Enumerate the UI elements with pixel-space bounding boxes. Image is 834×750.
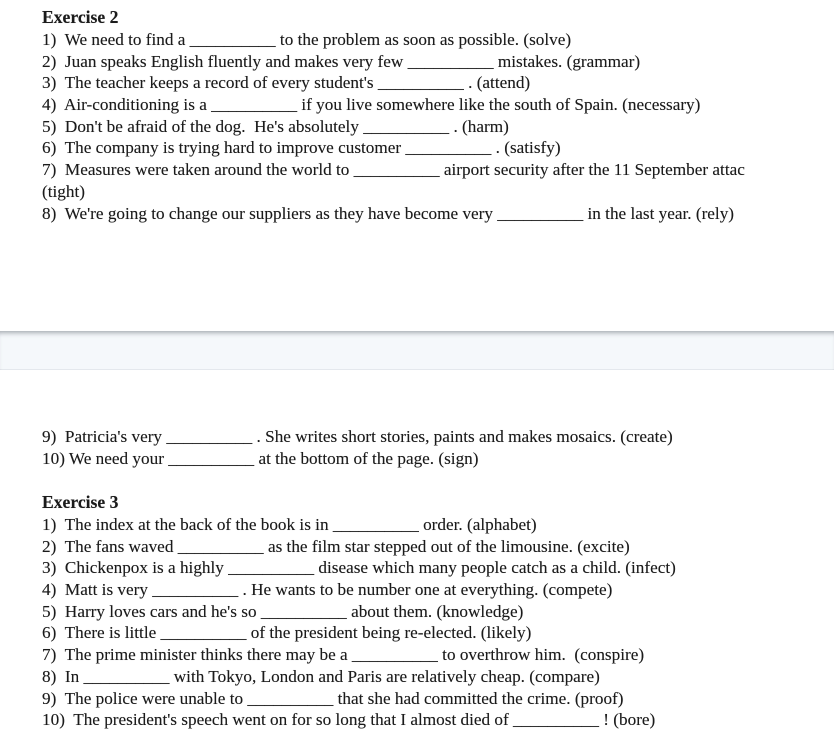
exercise-line: 3) The teacher keeps a record of every student's __________ . (attend) (42, 73, 531, 93)
exercise-2-heading: Exercise 2 (42, 7, 119, 27)
exercise-3-heading: Exercise 3 (42, 492, 119, 512)
exercise-line: 2) Juan speaks English fluently and makes very few __________ mistakes. (grammar) (42, 51, 641, 71)
exercise-line: 1) We need to find a __________ to the problem as soon as possible. (solve) (42, 30, 572, 49)
exercise-2-continued-section (42, 426, 834, 469)
page-break-gap (0, 331, 834, 370)
exercise-line: 8) In __________ with Tokyo, London and Paris are relatively cheap. (compare) (42, 666, 600, 686)
exercise-line: 10) We need your __________ at the bottom of the page. (sign) (42, 448, 479, 468)
exercise-line: 4) Air-conditioning is a __________ if you live somewhere like the south of Spain. (necessary) (42, 95, 701, 115)
exercise-3-section (42, 490, 834, 731)
exercise-line: 3) Chickenpox is a highly __________ disease which many people catch as a child. (infect) (42, 558, 676, 578)
exercise-line-wrap: (tight) (42, 181, 85, 201)
exercise-line: 6) There is little __________ of the president being re-elected. (likely) (42, 623, 532, 643)
exercise-line: 2) The fans waved __________ as the film star stepped out of the limousine. (excite) (42, 536, 630, 556)
exercise-line: 4) Matt is very __________ . He wants to be number one at everything. (compete) (42, 580, 613, 600)
exercise-line: 5) Don't be afraid of the dog. He's absolutely __________ . (harm) (42, 116, 509, 136)
exercise-line: 6) The company is trying hard to improve customer __________ . (satisfy) (42, 138, 561, 158)
exercise-line: 10) The president's speech went on for so long that I almost died of __________ ! (bore) (42, 710, 656, 730)
exercise-line: 7) The prime minister thinks there may be a __________ to overthrow him. (conspire) (42, 645, 645, 665)
exercise-line: 1) The index at the back of the book is in __________ order. (alphabet) (42, 515, 537, 534)
exercise-2-section (42, 5, 834, 224)
exercise-line: 8) We're going to change our suppliers as they have become very __________ in the last year. (rely) (42, 203, 735, 223)
exercise-line: 9) The police were unable to __________ that she had committed the crime. (proof) (42, 688, 624, 708)
exercise-line: 5) Harry loves cars and he's so __________ about them. (knowledge) (42, 601, 524, 621)
exercise-line: 9) Patricia's very __________ . She writes short stories, paints and makes mosaics. (create) (42, 427, 673, 446)
exercise-line: 7) Measures were taken around the world to __________ airport security after the 11 September attac (42, 160, 745, 180)
